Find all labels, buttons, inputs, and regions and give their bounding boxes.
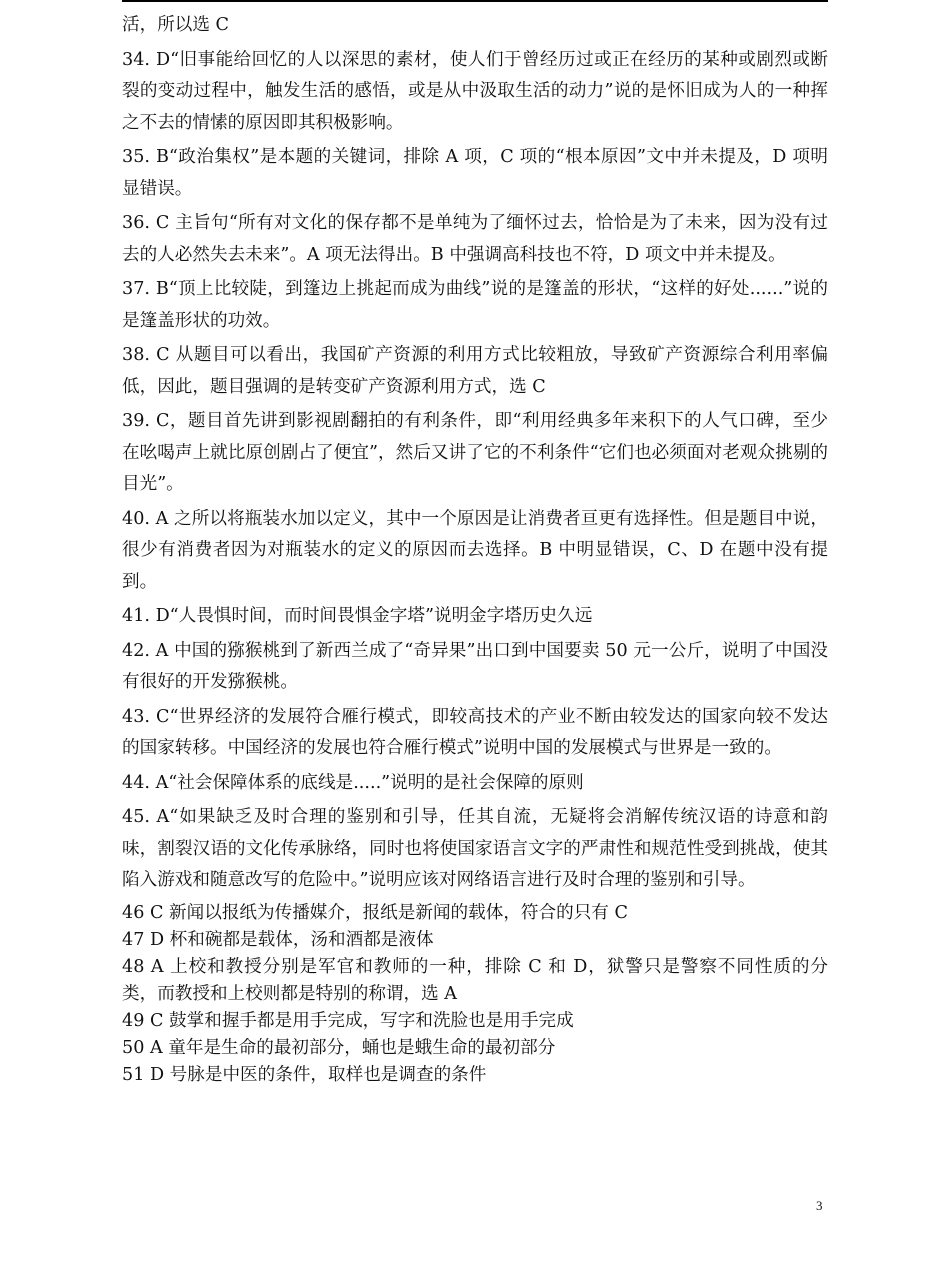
header-rule (122, 0, 828, 2)
list-item: 46 C 新闻以报纸为传播媒介，报纸是新闻的载体，符合的只有 C (122, 902, 628, 923)
paragraph: 42. A 中国的猕猴桃到了新西兰成了“奇异果”出口到中国要卖 50 元一公斤，说明了中国没有很好的开发猕猴桃。 (122, 640, 828, 692)
paragraph: 44. A“社会保障体系的底线是.....”说明的是社会保障的原则 (122, 772, 584, 793)
paragraph: 活，所以选 C (122, 15, 230, 35)
list-item: 51 D 号脉是中医的条件，取样也是调查的条件 (122, 1064, 487, 1085)
paragraph: 35. B“政治集权”是本题的关键词，排除 A 项，C 项的“根本原因”文中并未提及，D 项明显错误。 (122, 147, 828, 199)
answer-explanations (122, 10, 828, 1089)
paragraph: 39. C，题目首先讲到影视剧翻拍的有利条件，即“利用经典多年来积下的人气口碑，至少在吆喝声上就比原创剧占了便宜”，然后又讲了它的不利条件“它们也必须面对老观众挑剔的目光”。 (122, 411, 828, 494)
paragraph: 43. C“世界经济的发展符合雁行模式，即较高技术的产业不断由较发达的国家向较不发达的国家转移。中国经济的发展也符合雁行模式”说明中国的发展模式与世界是一致的。 (122, 706, 828, 758)
paragraph: 37. B“顶上比较陡，到篷边上挑起而成为曲线”说的是篷盖的形状，“这样的好处......”说的是篷盖形状的功效。 (122, 279, 828, 331)
list-item: 48 A 上校和教授分别是军官和教师的一种，排除 C 和 D，狱警只是警察不同性质的分类，而教授和上校则都是特别的称谓，选 A (122, 956, 828, 1004)
paragraph: 34. D“旧事能给回忆的人以深思的素材，使人们于曾经历过或正在经历的某种或剧烈或断裂的变动过程中，触发生活的感悟，或是从中汲取生活的动力”说的是怀旧成为人的一种挥之不去的情愫的原因即其积极影响。 (122, 49, 828, 133)
list-item: 50 A 童年是生命的最初部分，蛹也是蛾生命的最初部分 (122, 1037, 556, 1058)
page-number: 3 (816, 1198, 823, 1213)
paragraph: 45. A“如果缺乏及时合理的鉴别和引导，任其自流，无疑将会消解传统汉语的诗意和韵味，割裂汉语的文化传承脉络，同时也将使国家语言文字的严肃性和规范性受到挑战，使其陷入游戏和随意改写的危险中。”说明应该对网络语言进行及时合理的鉴别和引导。 (122, 807, 828, 890)
paragraph: 40. A 之所以将瓶装水加以定义，其中一个原因是让消费者亘更有选择性。但是题目中说，很少有消费者因为对瓶装水的定义的原因而去选择。B 中明显错误，C、D 在题中没有提到。 (122, 508, 828, 592)
list-item: 47 D 杯和碗都是载体，汤和酒都是液体 (122, 929, 434, 950)
list-item: 49 C 鼓掌和握手都是用手完成，写字和洗脸也是用手完成 (122, 1010, 574, 1031)
paragraph: 41. D“人畏惧时间，而时间畏惧金字塔”说明金字塔历史久远 (122, 606, 593, 626)
paragraph: 36. C 主旨句“所有对文化的保存都不是单纯为了缅怀过去，恰恰是为了未来，因为没有过去的人必然失去未来”。A 项无法得出。B 中强调高科技也不符，D 项文中并未提及。 (122, 213, 828, 265)
paragraph: 38. C 从题目可以看出，我国矿产资源的利用方式比较粗放，导致矿产资源综合利用率偏低，因此，题目强调的是转变矿产资源利用方式，选 C (122, 345, 828, 397)
